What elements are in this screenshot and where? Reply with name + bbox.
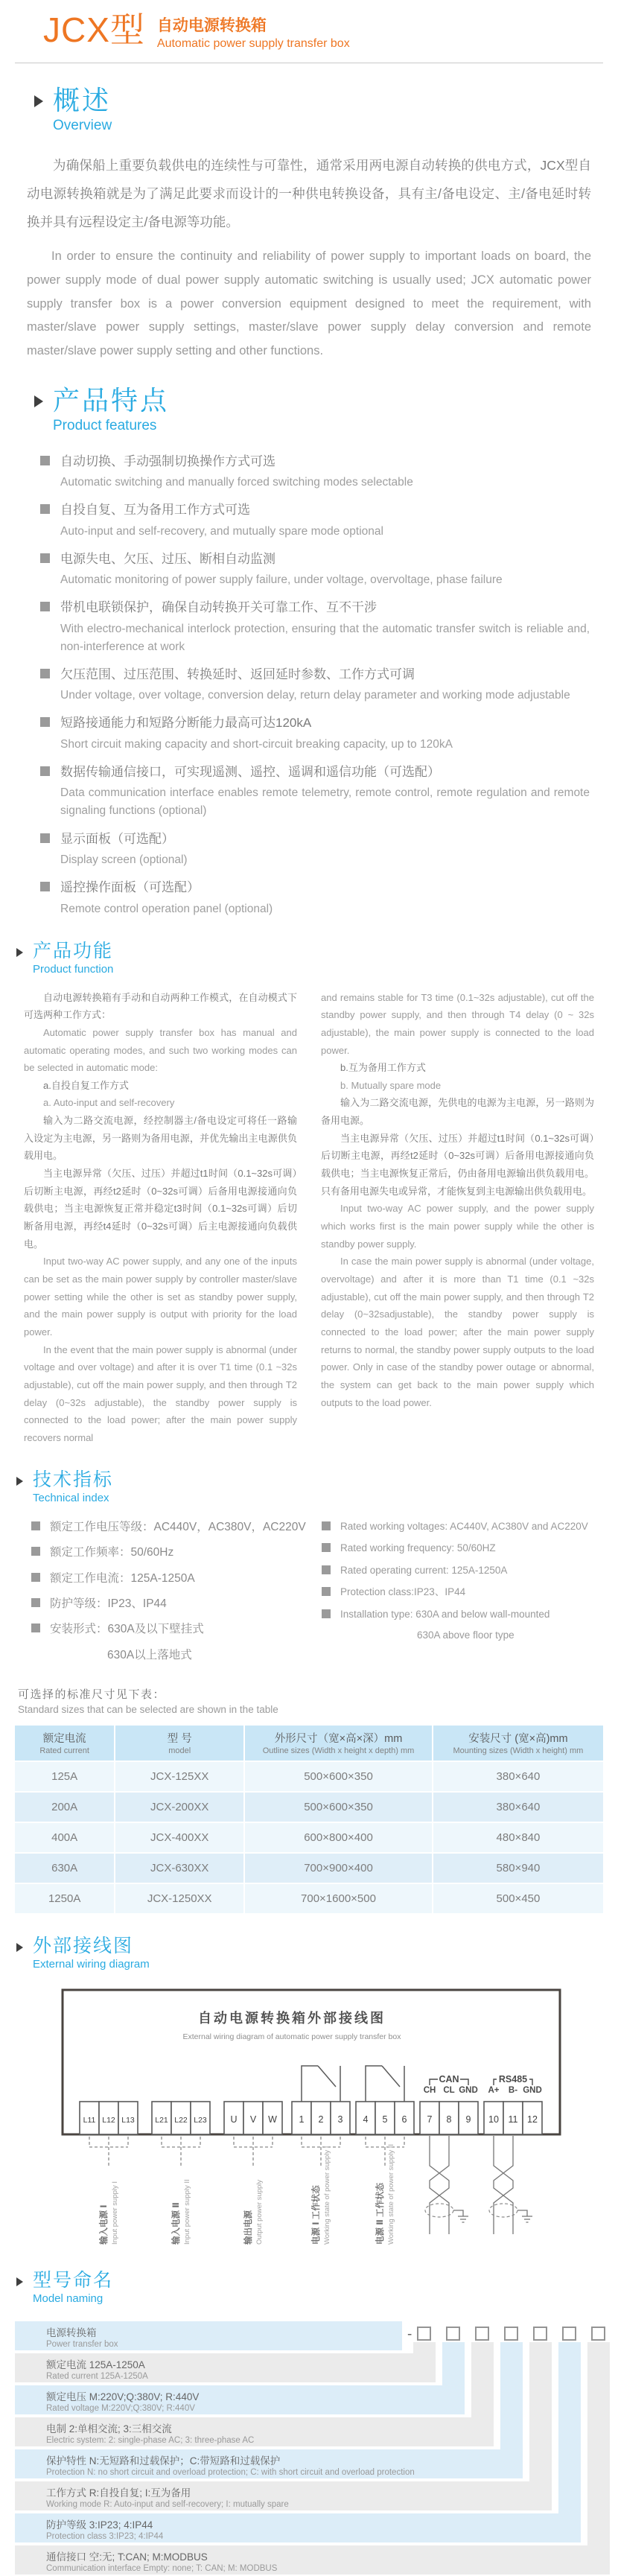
size-note-en: Standard sizes that can be selected are shown in the table <box>18 1703 278 1715</box>
section-marker-icon <box>16 2277 23 2286</box>
wiring-titles <box>33 1936 150 1971</box>
section-features <box>0 386 618 918</box>
tech-index-text: 安装形式：630A及以下壁挂式 <box>50 1623 204 1636</box>
tech-index-text: Rated working voltages: AC440V, AC380V and AC220V <box>340 1520 588 1532</box>
terminal-label: W <box>268 2114 277 2125</box>
model-code-dash: - <box>407 2326 412 2342</box>
code-connector-strip <box>587 2342 610 2545</box>
terminal-stub-lines <box>302 2137 340 2166</box>
square-bullet-icon <box>40 882 50 891</box>
function-paragraph-en: b. Mutually spare mode <box>340 1079 442 1091</box>
terminal-label: 8 <box>446 2114 452 2125</box>
tech-sub-zh: 630A以上落地式 <box>107 1648 192 1661</box>
feature-item <box>40 878 590 918</box>
tech-index-item <box>31 1519 308 1536</box>
table-cell: 600×800×400 <box>244 1822 433 1853</box>
naming-row-zh: 电制 2:单相交流; 3:三相交流 <box>46 2423 172 2435</box>
table-cell: JCX-200XX <box>115 1792 244 1822</box>
function-columns <box>24 989 594 1447</box>
tech-index-item <box>31 1545 308 1561</box>
model-code-box <box>562 2327 576 2341</box>
tech-index-text: Rated working frequency: 50/60HZ <box>340 1542 496 1554</box>
twisted-pair-icon <box>494 2136 513 2234</box>
terminal-label: 7 <box>427 2114 433 2125</box>
function-paragraph-zh: a.自投自复工作方式 <box>43 1079 129 1091</box>
section-marker-icon <box>16 1477 23 1486</box>
terminal-label: L13 <box>121 2115 135 2125</box>
terminal-label: 1 <box>299 2114 305 2125</box>
square-bullet-icon <box>31 1547 40 1556</box>
function-title-zh: 产品功能 <box>33 940 114 961</box>
feature-text-en: Automatic switching and manually forced switching modes selectable <box>60 476 413 489</box>
tech-title-zh: 技术指标 <box>33 1469 114 1490</box>
tech-column-en <box>322 1519 599 1664</box>
model-code-box <box>533 2327 547 2341</box>
tech-sub-en: 630A above floor type <box>417 1629 515 1641</box>
model-code-box <box>446 2327 460 2341</box>
table-cell: 480×840 <box>433 1822 603 1853</box>
section-marker-icon <box>16 1943 23 1952</box>
function-paragraph-en: Input two-way AC power supply, and any one of the inputs can be set as the main power supply by controller master/slave power setting while the other is set as standby power supply, and the main power supply is output with priority for the load power. <box>24 1256 297 1338</box>
function-paragraph-zh: 输入为二路交流电源，经控制器主/备电设定可将任一路输入设定为主电源，另一路则为备用电源，并优先输出主电源供负载用电。 <box>24 1115 297 1162</box>
terminal-label: 3 <box>337 2114 343 2125</box>
feature-text-zh: 带机电联锁保护，确保自动转换开关可靠工作、互不干涉 <box>60 600 377 615</box>
feature-text-zh: 欠压范围、过压范围、转换延时、返回延时参数、工作方式可调 <box>60 667 415 681</box>
column-header-zh: 额定电流 <box>42 1732 86 1745</box>
features-titles <box>53 386 169 434</box>
naming-title-zh: 型号命名 <box>33 2269 114 2291</box>
column-header-zh: 安装尺寸 (宽×高)mm <box>468 1732 568 1745</box>
square-bullet-icon <box>40 833 50 843</box>
naming-titles <box>33 2270 113 2305</box>
naming-row <box>15 2449 523 2478</box>
terminal-label: 4 <box>363 2114 369 2125</box>
tech-heading <box>16 1469 618 1504</box>
overview-paragraph-zh: 为确保船上重要负载供电的连续性与可靠性，通常采用两电源自动转换的供电方式，JCX型自动电源转换箱就是为了满足此要求而设计的一种供电转换设备，具有主/备电设定、主/备电延时转换并具有远程设定主/备电源等功能。 <box>27 158 591 229</box>
tech-index-item <box>322 1519 599 1534</box>
terminal-label: 6 <box>401 2114 407 2125</box>
function-paragraph-en: and remains stable for T3 time (0.1~32s adjustable), cut off the standby power supply, and then through T4 delay (0 ~ 32s adjustable), the main power supply is connected to the load power. <box>321 991 594 1056</box>
switch-blade-icon <box>382 2066 400 2087</box>
code-connector-strip <box>558 2342 581 2513</box>
table-cell: JCX-1250XX <box>115 1883 244 1913</box>
wiring-diagram <box>61 1988 561 2248</box>
square-bullet-icon <box>31 1598 40 1607</box>
twisted-pair-icon <box>430 2136 449 2234</box>
terminal-label: 2 <box>318 2114 324 2125</box>
wiring-bottom-label-zh: 输出电源 <box>244 2210 253 2245</box>
table-cell: JCX-400XX <box>115 1822 244 1853</box>
tech-columns <box>31 1519 599 1664</box>
feature-item <box>40 830 590 870</box>
size-table <box>15 1726 603 1913</box>
naming-row-en: Electric system: 2: single-phase AC; 3: three-phase AC <box>46 2435 255 2445</box>
overview-heading <box>34 86 618 134</box>
rs485-pin-label: B- <box>508 2085 518 2095</box>
naming-row-zh: 额定电流 125A-1250A <box>46 2359 145 2370</box>
square-bullet-icon <box>40 766 50 776</box>
function-paragraph-zh: 当主电源异常（欠压、过压）并超过t1时间（0.1~32s可调）后切断主电源，再经t2延时（0~32s可调）后备用电源接通向负载供电；当主电源恢复正常并稳定t3时间（0.1~32s可调）后切断备用电源，再经t4延时（0~32s可调）后主电源接通向负载供电。 <box>24 1168 297 1250</box>
code-connector-strip <box>471 2342 494 2417</box>
naming-row-zh: 电源转换箱 <box>46 2327 97 2338</box>
terminal-label: 5 <box>382 2114 388 2125</box>
table-cell: 500×450 <box>433 1883 603 1913</box>
section-marker-icon <box>16 948 23 957</box>
terminal-label: 10 <box>488 2114 499 2125</box>
feature-item <box>40 598 590 656</box>
naming-heading <box>16 2270 618 2305</box>
table-cell: 380×640 <box>433 1792 603 1822</box>
tech-index-text: Installation type: 630A and below wall-mounted <box>340 1608 550 1620</box>
model-code-box <box>475 2327 489 2341</box>
tech-title-en: Technical index <box>33 1491 109 1504</box>
can-pin-label: CL <box>443 2085 455 2095</box>
naming-row-zh: 工作方式 R:自投自复; I:互为备用 <box>46 2487 191 2499</box>
function-column-right <box>321 989 594 1447</box>
tech-index-item <box>31 1571 308 1587</box>
code-connector-strip <box>442 2342 465 2385</box>
features-list <box>40 452 590 918</box>
model-code-box <box>417 2327 431 2341</box>
switch-symbol-icon <box>302 2066 340 2102</box>
naming-row-zh: 额定电压 M:220V;Q:380V; R:440V <box>46 2391 200 2402</box>
square-bullet-icon <box>40 717 50 727</box>
size-table-column-header <box>433 1726 603 1761</box>
terminal-stub-lines <box>162 2137 200 2166</box>
table-cell: JCX-125XX <box>115 1761 244 1792</box>
function-paragraph-zh: b.互为备用工作方式 <box>340 1062 426 1074</box>
feature-item <box>40 763 590 821</box>
function-column-left <box>24 989 297 1447</box>
size-note-zh: 可选择的标准尺寸见下表： <box>18 1688 166 1701</box>
product-title-block <box>157 12 350 51</box>
tech-titles <box>33 1469 113 1504</box>
can-pin-label: GND <box>459 2085 478 2095</box>
diagram-title-en: External wiring diagram of automatic power supply transfer box <box>182 2032 401 2041</box>
terminal-label: L22 <box>174 2115 188 2125</box>
square-bullet-icon <box>40 669 50 678</box>
terminal-stub-lines <box>89 2137 128 2166</box>
tech-index-item <box>322 1563 599 1578</box>
column-header-zh: 型 号 <box>167 1732 192 1745</box>
table-row <box>15 1761 603 1792</box>
naming-row-zh: 防护等级 3:IP23; 4:IP44 <box>46 2519 153 2531</box>
naming-row-zh: 通信接口 空:无; T:CAN; M:MODBUS <box>46 2551 208 2563</box>
table-row <box>15 1822 603 1853</box>
wiring-heading <box>16 1936 618 1971</box>
naming-row <box>15 2321 402 2350</box>
section-overview <box>0 86 618 363</box>
table-cell: 500×600×350 <box>244 1792 433 1822</box>
wiring-bottom-label-zh: 输入电源 Ⅱ <box>172 2201 181 2245</box>
model-naming-ladder <box>15 2321 611 2576</box>
naming-title-en: Model naming <box>33 2292 103 2305</box>
terminal-label: V <box>249 2114 257 2125</box>
naming-row <box>15 2545 610 2575</box>
wiring-bottom-label-en: Input power supply I <box>111 2181 119 2245</box>
model-code-box <box>504 2327 518 2341</box>
naming-row-en: Protection N: no short circuit and overload protection; C: with short circuit and overload protection <box>46 2467 415 2477</box>
code-connector-strip <box>413 2342 436 2353</box>
function-paragraph-zh: 输入为二路交流电源，先供电的电源为主电源，另一路则为备用电源。 <box>321 1097 594 1127</box>
terminal-stub-lines <box>366 2137 404 2166</box>
feature-text-zh: 数据传输通信接口，可实现遥测、遥控、遥调和遥信功能（可选配） <box>60 764 440 779</box>
square-bullet-icon <box>322 1565 331 1574</box>
tech-index-text: 额定工作电流：125A-1250A <box>50 1571 195 1585</box>
square-bullet-icon <box>40 504 50 514</box>
function-paragraph-en: In the event that the main power supply is abnormal (under voltage and over voltage) and after it is over T1 time (0.1 ~32s adjustable), cut off the main power supply, and then through T2 delay (0~32s adjustable), the standby power supply is connected to the load power; after the main power supply recovers normal <box>24 1343 297 1443</box>
square-bullet-icon <box>40 602 50 611</box>
tech-index-text: 防护等级：IP23、IP44 <box>50 1597 167 1610</box>
tech-index-text: Rated operating current: 125A-1250A <box>340 1564 508 1576</box>
size-table-body <box>15 1761 603 1913</box>
switch-symbol-icon <box>366 2066 404 2102</box>
wiring-title-en: External wiring diagram <box>33 1957 150 1971</box>
square-bullet-icon <box>322 1587 331 1596</box>
square-bullet-icon <box>322 1521 331 1530</box>
naming-row-en: Rated current 125A-1250A <box>46 2371 148 2381</box>
function-paragraph-en: Input two-way AC power supply, and the power supply which works first is the main power supply while the other is standby power supply. <box>321 1203 594 1250</box>
square-bullet-icon <box>31 1573 40 1582</box>
code-connector-strip <box>500 2342 523 2449</box>
section-marker-icon <box>34 95 43 107</box>
feature-text-en: Data communication interface enables remote telemetry, remote control, remote regulation and remote signaling functions (optional) <box>60 786 590 818</box>
wiring-title-zh: 外部接线图 <box>33 1935 134 1956</box>
wiring-bottom-label-zh: 输入电源 Ⅰ <box>100 2204 109 2245</box>
switch-blade-icon <box>318 2066 336 2087</box>
tech-index-item <box>31 1621 308 1638</box>
feature-text-en: With electro-mechanical interlock protection, ensuring that the automatic transfer switch is reliable and, non-interference at work <box>60 622 590 653</box>
terminal-stub-lines <box>234 2137 273 2166</box>
tech-list-en <box>322 1519 599 1622</box>
feature-item <box>40 550 590 590</box>
feature-text-en: Remote control operation panel (optional) <box>60 902 273 915</box>
naming-row-en: Rated voltage M:220V;Q:380V; R:440V <box>46 2403 195 2413</box>
rs485-pin-label: A+ <box>488 2085 500 2095</box>
function-paragraph-en: a. Auto-input and self-recovery <box>43 1097 175 1109</box>
table-cell: 500×600×350 <box>244 1761 433 1792</box>
function-paragraph-zh: 自动电源转换箱有手动和自动两种工作模式，在自动模式下可选两种工作方式： <box>24 991 297 1021</box>
section-marker-icon <box>34 395 43 407</box>
table-cell: 700×1600×500 <box>244 1883 433 1913</box>
feature-text-zh: 自动切换、手动强制切换操作方式可选 <box>60 454 275 468</box>
naming-row-en: Communication interface Empty: none; T: CAN; M: MODBUS <box>46 2563 278 2573</box>
function-title-en: Product function <box>33 962 114 976</box>
naming-row <box>15 2417 494 2446</box>
column-header-en: Rated current <box>39 1746 89 1755</box>
column-header-en: Outline sizes (Width x height x depth) mm <box>262 1746 415 1755</box>
brand-block <box>43 12 603 51</box>
table-row <box>15 1792 603 1822</box>
wiring-bottom-label-en: Working state of power supply II <box>387 2143 395 2245</box>
terminal-label: 11 <box>508 2114 518 2125</box>
tech-index-item <box>322 1607 599 1622</box>
size-table-column-header <box>15 1726 115 1761</box>
function-paragraph-en: In case the main power supply is abnormal (under voltage, overvoltage) and after it is more than T1 time (0.1 ~32s adjustable), cut off the main power supply, and then through T2 delay (0~32sadjustable), the standby power supply is connected to the load power; after the main power supply returns to normal, the standby power supply outputs to the load power. Only in case of the standby power outage or abnormal, the system can get back to the main power supply which outputs to the load power. <box>321 1256 594 1408</box>
square-bullet-icon <box>31 1521 40 1530</box>
naming-row-en: Protection class 3:IP23; 4:IP44 <box>46 2531 164 2541</box>
terminal-label: L23 <box>194 2115 207 2125</box>
can-pin-label: CH <box>423 2085 436 2095</box>
table-cell: 1250A <box>15 1883 115 1913</box>
function-heading <box>16 941 618 976</box>
wiring-bottom-label-en: Input power supply II <box>183 2178 191 2245</box>
can-label: CAN <box>439 2073 459 2084</box>
square-bullet-icon <box>322 1609 331 1618</box>
product-model: JCX型 <box>43 10 145 49</box>
tech-index-text: 额定工作电压等级：AC440V，AC380V，AC220V <box>50 1520 306 1533</box>
naming-row <box>15 2481 552 2510</box>
function-paragraph-zh: 当主电源异常（欠压、过压）并超过t1时间（0.1~32s可调）后切断主电源，再经t2延时（0~32s可调）后备用电源接通向负载供电；当主电源恢复正常后，仍由备用电源输出供负载用电。只有备用电源失电或异常，才能恢复到主电源输出供负载用电。 <box>321 1132 594 1197</box>
feature-item <box>40 500 590 541</box>
square-bullet-icon <box>40 553 50 563</box>
table-cell: 400A <box>15 1822 115 1853</box>
product-title-zh: 自动电源转换箱 <box>156 17 267 34</box>
tech-index-item <box>322 1585 599 1600</box>
overview-titles <box>53 86 112 134</box>
naming-row-en: Working mode R: Auto-input and self-recovery; I: mutually spare <box>46 2499 289 2509</box>
feature-text-zh: 电源失电、欠压、过压、断相自动监测 <box>60 551 275 566</box>
overview-paragraph-en: In order to ensure the continuity and reliability of power supply to important loads on board, the power supply mode of dual power supply automatic switching is usually used; JCX automatic power supply transfer box is a power conversion equipment designed to meet the requirement, with master/slave power supply settings, master/slave power supply delay conversion and remote master/slave power supply setting and other functions. <box>27 249 591 357</box>
code-connector-strip <box>529 2342 552 2481</box>
terminal-label: L21 <box>155 2115 168 2125</box>
wiring-bottom-label-zh: 电源 Ⅱ 工作状态 <box>376 2182 385 2245</box>
ground-symbol-icon <box>453 2210 468 2222</box>
rs485-pin-label: GND <box>523 2085 542 2095</box>
table-cell: 580×940 <box>433 1853 603 1883</box>
wiring-bottom-label-en: Working state of power supply I <box>323 2146 331 2245</box>
features-heading <box>34 386 618 434</box>
naming-row <box>15 2513 581 2542</box>
terminal-label: L12 <box>102 2115 115 2125</box>
feature-item <box>40 665 590 705</box>
function-paragraph-en: Automatic power supply transfer box has manual and automatic operating modes, and such two working modes can be selected in automatic mode: <box>24 1026 297 1074</box>
feature-text-en: Auto-input and self-recovery, and mutually spare mode optional <box>60 524 383 538</box>
feature-text-en: Automatic monitoring of power supply failure, under voltage, overvoltage, phase failure <box>60 573 503 587</box>
naming-row <box>15 2353 436 2382</box>
feature-text-en: Short circuit making capacity and short-circuit breaking capacity, up to 120kA <box>60 737 453 751</box>
column-header-zh: 外形尺寸（宽×高×深）mm <box>274 1732 403 1745</box>
square-bullet-icon <box>31 1623 40 1632</box>
table-row <box>15 1883 603 1913</box>
terminal-label: U <box>230 2114 238 2125</box>
size-table-column-header <box>244 1726 433 1761</box>
tech-list-zh <box>31 1519 308 1638</box>
feature-text-zh: 显示面板（可选配） <box>60 831 174 846</box>
terminal-label: 9 <box>465 2114 471 2125</box>
size-table-column-header <box>115 1726 244 1761</box>
tech-index-text: 额定工作频率：50/60Hz <box>50 1546 174 1559</box>
tech-column-zh <box>31 1519 308 1664</box>
doc-header <box>0 0 618 63</box>
section-naming <box>0 2270 618 2576</box>
features-title-zh: 产品特点 <box>53 384 170 416</box>
feature-text-zh: 短路接通能力和短路分断能力最高可达120kA <box>60 716 312 731</box>
table-cell: 200A <box>15 1792 115 1822</box>
naming-row <box>15 2385 465 2414</box>
naming-row-en: Power transfer box <box>46 2339 118 2349</box>
column-header-en: model <box>168 1746 191 1755</box>
feature-item <box>40 452 590 492</box>
wiring-bottom-label-en: Output power supply <box>255 2179 264 2245</box>
terminal-label: L11 <box>83 2115 96 2125</box>
section-function <box>0 941 618 1447</box>
table-cell: 380×640 <box>433 1761 603 1792</box>
tech-index-item <box>31 1596 308 1612</box>
table-cell: JCX-630XX <box>115 1853 244 1883</box>
ground-symbol-icon <box>517 2210 532 2222</box>
section-wiring <box>0 1936 618 2248</box>
square-bullet-icon <box>40 456 50 465</box>
column-header-en: Mounting sizes (Width x height) mm <box>453 1746 584 1755</box>
feature-text-en: Under voltage, over voltage, conversion delay, return delay parameter and working mode adjustable <box>60 689 570 702</box>
rs485-label: RS485 <box>498 2073 528 2084</box>
terminal-label: 12 <box>527 2114 538 2125</box>
table-cell: 125A <box>15 1761 115 1792</box>
table-cell: 700×900×400 <box>244 1853 433 1883</box>
table-cell: 630A <box>15 1853 115 1883</box>
naming-row-zh: 保护特性 N:无短路和过载保护；C:带短路和过载保护 <box>46 2455 281 2467</box>
diagram-title-zh: 自动电源转换箱外部接线图 <box>198 2010 386 2026</box>
wiring-bottom-label-zh: 电源 Ⅰ 工作状态 <box>312 2184 321 2245</box>
overview-title-en: Overview <box>53 118 112 134</box>
table-row <box>15 1853 603 1883</box>
model-code-box <box>591 2327 605 2341</box>
overview-title-zh: 概述 <box>53 85 112 115</box>
feature-text-zh: 自投自复、互为备用工作方式可选 <box>60 503 250 518</box>
feature-text-en: Display screen (optional) <box>60 853 188 866</box>
feature-text-zh: 遥控操作面板（可选配） <box>60 880 200 895</box>
product-title-en: Automatic power supply transfer box <box>156 37 350 50</box>
square-bullet-icon <box>322 1543 331 1552</box>
function-titles <box>33 941 113 976</box>
section-tech <box>0 1469 618 1913</box>
feature-item <box>40 713 590 754</box>
features-title-en: Product features <box>53 417 157 433</box>
size-table-header-row <box>15 1726 603 1761</box>
tech-index-item <box>322 1541 599 1556</box>
tech-index-text: Protection class:IP23、IP44 <box>340 1586 466 1598</box>
